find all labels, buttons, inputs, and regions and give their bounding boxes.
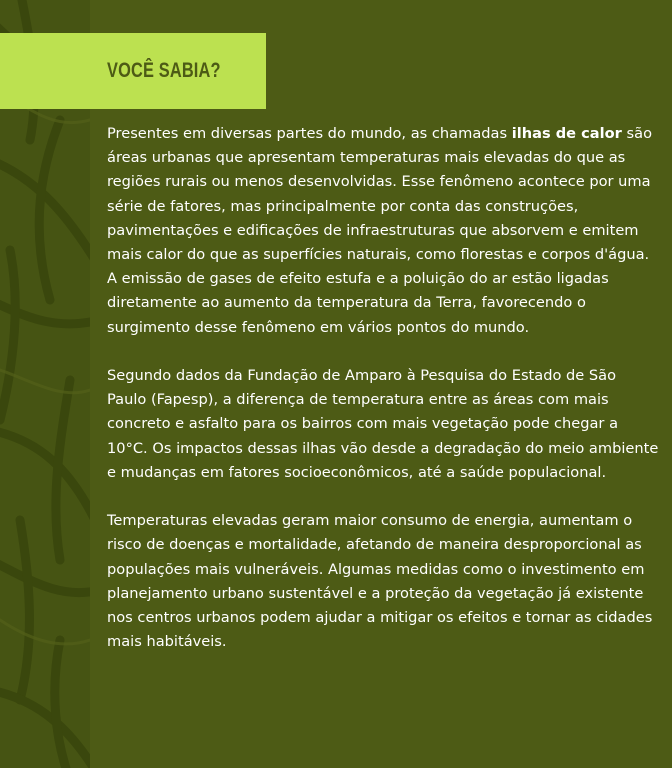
leaf-pattern-icon [0,0,90,768]
article-body [107,122,659,654]
paragraph-3: Temperaturas elevadas geram maior consumo de energia, aumentam o risco de doenças e mortalidade, afetando de maneira desproporcional as populações mais vulneráveis. Algumas medidas como o investimento em planejamento urbano sustentável e a proteção da vegetação já existente nos centros urbanos podem ajudar a mitigar os efeitos e tornar as cidades mais habitáveis. [107,512,653,651]
paragraph-1-text-start: Presentes em diversas partes do mundo, as chamadas [107,125,512,142]
highlight-term: ilhas de calor [511,125,622,142]
paragraph-1-text-end: são áreas urbanas que apresentam temperaturas mais elevadas do que as regiões rurais ou menos desenvolvidas. Esse fenômeno acontece por uma série de fatores, mas principalmente por conta das construções, pavimentações e edificações de infraestruturas que absorvem e emitem mais calor do que as superfícies naturais, como florestas e corpos d'água. A emissão de gases de efeito estufa e a poluição do ar estão ligadas diretamente ao aumento da temperatura da Terra, favorecendo o surgimento desse fenômeno em vários pontos do mundo. [107,125,653,336]
paragraph-2: Segundo dados da Fundação de Amparo à Pesquisa do Estado de São Paulo (Fapesp), a diferença de temperatura entre as áreas com mais concreto e asfalto para os bairros com mais vegetação pode chegar a 10°C. Os impactos dessas ilhas vão desde a degradação do meio ambiente e mudanças em fatores socioeconômicos, até a saúde populacional. [107,367,659,481]
leaf-pattern-decoration [0,0,90,768]
paragraph-1 [107,122,659,340]
page-title: VOCÊ SABIA? [107,59,221,82]
